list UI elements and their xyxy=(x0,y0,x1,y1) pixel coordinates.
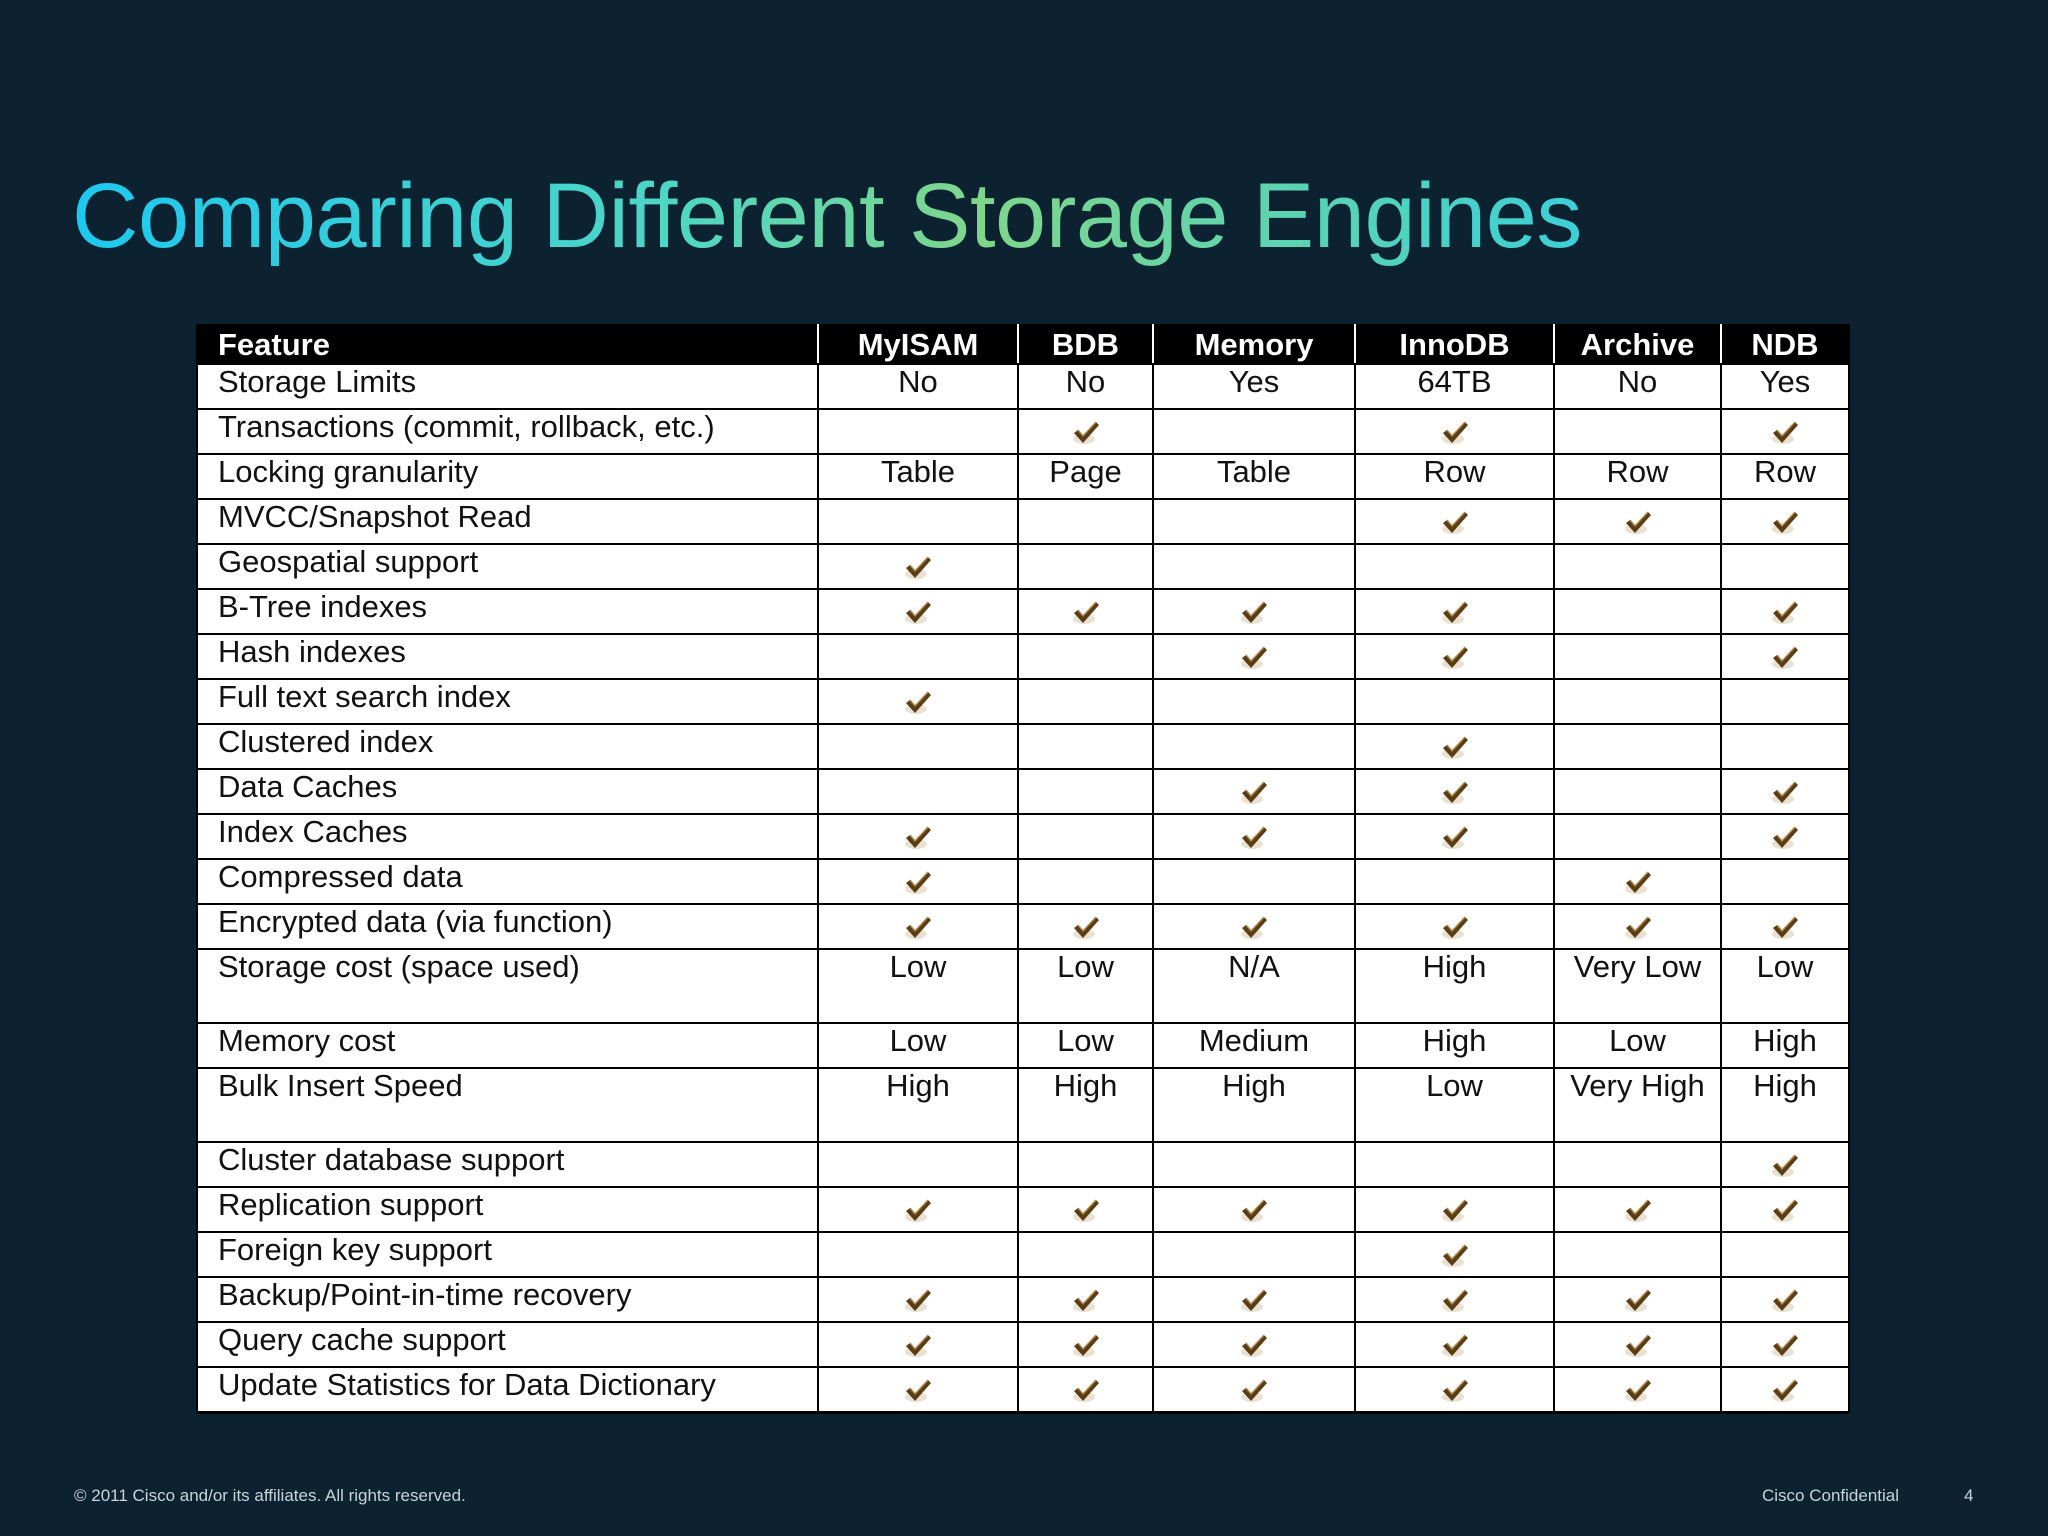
feature-name-cell: Hash indexes xyxy=(197,634,818,679)
empty-cell xyxy=(1018,814,1153,859)
empty-cell xyxy=(1018,1142,1153,1187)
check-cell xyxy=(1018,904,1153,949)
empty-cell xyxy=(1721,724,1849,769)
table-row xyxy=(197,1277,1849,1322)
check-icon xyxy=(1071,915,1101,941)
empty-cell xyxy=(1018,499,1153,544)
empty-cell xyxy=(1153,724,1355,769)
check-icon xyxy=(1770,780,1800,806)
check-icon xyxy=(1770,645,1800,671)
check-cell xyxy=(1018,1322,1153,1367)
value-cell: Yes xyxy=(1721,364,1849,409)
column-header-engine: Memory xyxy=(1153,325,1355,364)
feature-name-cell: Data Caches xyxy=(197,769,818,814)
check-icon xyxy=(1239,600,1269,626)
value-cell: Low xyxy=(1018,1023,1153,1068)
value-cell: Low xyxy=(1721,949,1849,1023)
table-row xyxy=(197,859,1849,904)
check-cell xyxy=(1355,409,1554,454)
check-icon xyxy=(1440,600,1470,626)
feature-name-cell: Memory cost xyxy=(197,1023,818,1068)
check-icon xyxy=(1071,1198,1101,1224)
check-icon xyxy=(1770,825,1800,851)
check-cell xyxy=(1355,1232,1554,1277)
check-icon xyxy=(903,600,933,626)
check-icon xyxy=(1071,1288,1101,1314)
table-row xyxy=(197,724,1849,769)
check-cell xyxy=(818,904,1018,949)
check-icon xyxy=(1239,645,1269,671)
check-cell xyxy=(818,1322,1018,1367)
value-cell: High xyxy=(1355,949,1554,1023)
value-cell: Very Low xyxy=(1554,949,1721,1023)
check-icon xyxy=(903,1333,933,1359)
check-cell xyxy=(1355,1322,1554,1367)
check-cell xyxy=(1153,1322,1355,1367)
check-icon xyxy=(1440,780,1470,806)
empty-cell xyxy=(818,1232,1018,1277)
check-icon xyxy=(1623,510,1653,536)
value-cell: No xyxy=(818,364,1018,409)
check-cell xyxy=(1554,1187,1721,1232)
check-cell xyxy=(818,859,1018,904)
empty-cell xyxy=(1355,859,1554,904)
check-icon xyxy=(903,825,933,851)
feature-name-cell: B-Tree indexes xyxy=(197,589,818,634)
empty-cell xyxy=(1153,1142,1355,1187)
empty-cell xyxy=(1018,679,1153,724)
check-cell xyxy=(1355,589,1554,634)
check-icon xyxy=(903,1288,933,1314)
empty-cell xyxy=(1721,544,1849,589)
empty-cell xyxy=(1018,769,1153,814)
table-row xyxy=(197,1232,1849,1277)
empty-cell xyxy=(818,769,1018,814)
feature-name-cell: Geospatial support xyxy=(197,544,818,589)
check-icon xyxy=(1623,1198,1653,1224)
check-icon xyxy=(1440,1198,1470,1224)
table-row xyxy=(197,634,1849,679)
check-icon xyxy=(1239,915,1269,941)
empty-cell xyxy=(1721,1232,1849,1277)
value-cell: Yes xyxy=(1153,364,1355,409)
feature-name-cell: Storage Limits xyxy=(197,364,818,409)
copyright-footer: © 2011 Cisco and/or its affiliates. All rights reserved. xyxy=(74,1486,466,1505)
check-cell xyxy=(1554,1277,1721,1322)
value-cell: Low xyxy=(1018,949,1153,1023)
check-icon xyxy=(1623,1333,1653,1359)
check-cell xyxy=(1153,1187,1355,1232)
table-row xyxy=(197,409,1849,454)
feature-name-cell: Encrypted data (via function) xyxy=(197,904,818,949)
table-row xyxy=(197,364,1849,409)
value-cell: High xyxy=(1355,1023,1554,1068)
table-row xyxy=(197,454,1849,499)
check-icon xyxy=(1071,600,1101,626)
check-cell xyxy=(1554,1322,1721,1367)
check-cell xyxy=(818,814,1018,859)
check-cell xyxy=(1018,1277,1153,1322)
feature-name-cell: Replication support xyxy=(197,1187,818,1232)
check-icon xyxy=(1770,1288,1800,1314)
value-cell: Very High xyxy=(1554,1068,1721,1142)
empty-cell xyxy=(1018,1232,1153,1277)
table-row xyxy=(197,769,1849,814)
check-icon xyxy=(1770,1378,1800,1404)
empty-cell xyxy=(818,409,1018,454)
column-header-engine: Archive xyxy=(1554,325,1721,364)
empty-cell xyxy=(1554,544,1721,589)
check-cell xyxy=(1018,589,1153,634)
value-cell: High xyxy=(1721,1068,1849,1142)
check-cell xyxy=(1018,409,1153,454)
check-cell xyxy=(1721,1142,1849,1187)
table-header-row xyxy=(197,325,1849,364)
value-cell: Medium xyxy=(1153,1023,1355,1068)
check-icon xyxy=(1440,645,1470,671)
empty-cell xyxy=(1554,589,1721,634)
table-row xyxy=(197,1023,1849,1068)
check-cell xyxy=(1018,1367,1153,1412)
check-cell xyxy=(1153,589,1355,634)
value-cell: 64TB xyxy=(1355,364,1554,409)
check-cell xyxy=(1554,499,1721,544)
check-icon xyxy=(903,1198,933,1224)
value-cell: High xyxy=(1018,1068,1153,1142)
empty-cell xyxy=(1554,409,1721,454)
feature-name-cell: Index Caches xyxy=(197,814,818,859)
check-cell xyxy=(1355,904,1554,949)
check-cell xyxy=(1355,499,1554,544)
empty-cell xyxy=(1153,679,1355,724)
value-cell: High xyxy=(818,1068,1018,1142)
check-cell xyxy=(1721,1322,1849,1367)
check-cell xyxy=(1721,589,1849,634)
check-icon xyxy=(1440,735,1470,761)
check-icon xyxy=(1440,915,1470,941)
value-cell: Row xyxy=(1554,454,1721,499)
column-header-feature: Feature xyxy=(197,325,818,364)
check-cell xyxy=(1554,904,1721,949)
check-icon xyxy=(1770,510,1800,536)
check-cell xyxy=(1721,769,1849,814)
check-icon xyxy=(903,1378,933,1404)
feature-name-cell: MVCC/Snapshot Read xyxy=(197,499,818,544)
check-icon xyxy=(1239,780,1269,806)
check-cell xyxy=(1355,634,1554,679)
check-icon xyxy=(1440,1378,1470,1404)
check-icon xyxy=(1239,1288,1269,1314)
check-icon xyxy=(1770,1153,1800,1179)
empty-cell xyxy=(1554,679,1721,724)
empty-cell xyxy=(1554,1232,1721,1277)
value-cell: Row xyxy=(1721,454,1849,499)
check-cell xyxy=(1153,814,1355,859)
check-cell xyxy=(1721,499,1849,544)
value-cell: Low xyxy=(1554,1023,1721,1068)
empty-cell xyxy=(1153,1232,1355,1277)
feature-name-cell: Foreign key support xyxy=(197,1232,818,1277)
value-cell: Row xyxy=(1355,454,1554,499)
check-icon xyxy=(1440,1243,1470,1269)
empty-cell xyxy=(818,724,1018,769)
empty-cell xyxy=(818,634,1018,679)
table-row xyxy=(197,1187,1849,1232)
check-cell xyxy=(1355,1367,1554,1412)
table-row xyxy=(197,949,1849,1023)
check-cell xyxy=(1721,1367,1849,1412)
empty-cell xyxy=(1554,1142,1721,1187)
check-icon xyxy=(1071,1333,1101,1359)
empty-cell xyxy=(1554,634,1721,679)
value-cell: Low xyxy=(818,1023,1018,1068)
confidential-footer: Cisco Confidential xyxy=(1762,1486,1900,1505)
empty-cell xyxy=(818,1142,1018,1187)
check-icon xyxy=(1770,1333,1800,1359)
check-cell xyxy=(1018,1187,1153,1232)
value-cell: Table xyxy=(1153,454,1355,499)
empty-cell xyxy=(1721,679,1849,724)
check-icon xyxy=(1440,1288,1470,1314)
check-icon xyxy=(1239,1378,1269,1404)
empty-cell xyxy=(1018,544,1153,589)
check-cell xyxy=(1554,1367,1721,1412)
feature-name-cell: Locking granularity xyxy=(197,454,818,499)
check-icon xyxy=(1071,1378,1101,1404)
table-row xyxy=(197,1322,1849,1367)
check-icon xyxy=(1440,825,1470,851)
page-number: 4 xyxy=(1964,1486,1974,1505)
table-row xyxy=(197,1068,1849,1142)
empty-cell xyxy=(1721,859,1849,904)
check-cell xyxy=(1721,634,1849,679)
check-cell xyxy=(1721,1277,1849,1322)
check-cell xyxy=(1721,1187,1849,1232)
check-cell xyxy=(1355,1187,1554,1232)
check-cell xyxy=(818,1277,1018,1322)
comparison-table-frame xyxy=(196,324,1848,1414)
check-icon xyxy=(1071,420,1101,446)
empty-cell xyxy=(818,499,1018,544)
empty-cell xyxy=(1153,409,1355,454)
value-cell: No xyxy=(1018,364,1153,409)
feature-name-cell: Query cache support xyxy=(197,1322,818,1367)
empty-cell xyxy=(1018,634,1153,679)
check-icon xyxy=(903,915,933,941)
check-cell xyxy=(1153,904,1355,949)
column-header-engine: MyISAM xyxy=(818,325,1018,364)
feature-name-cell: Bulk Insert Speed xyxy=(197,1068,818,1142)
value-cell: Low xyxy=(1355,1068,1554,1142)
empty-cell xyxy=(1554,814,1721,859)
empty-cell xyxy=(1018,724,1153,769)
check-cell xyxy=(1355,724,1554,769)
check-cell xyxy=(1153,1367,1355,1412)
column-header-engine: InnoDB xyxy=(1355,325,1554,364)
value-cell: High xyxy=(1153,1068,1355,1142)
check-icon xyxy=(1440,1333,1470,1359)
slide-title: Comparing Different Storage Engines xyxy=(72,165,1582,267)
check-cell xyxy=(818,1187,1018,1232)
feature-name-cell: Transactions (commit, rollback, etc.) xyxy=(197,409,818,454)
empty-cell xyxy=(1554,724,1721,769)
check-icon xyxy=(903,870,933,896)
value-cell: Table xyxy=(818,454,1018,499)
feature-name-cell: Cluster database support xyxy=(197,1142,818,1187)
value-cell: High xyxy=(1721,1023,1849,1068)
table-row xyxy=(197,544,1849,589)
check-cell xyxy=(818,1367,1018,1412)
check-icon xyxy=(1440,420,1470,446)
empty-cell xyxy=(1153,859,1355,904)
empty-cell xyxy=(1355,1142,1554,1187)
empty-cell xyxy=(1355,544,1554,589)
table-row xyxy=(197,499,1849,544)
check-cell xyxy=(1153,1277,1355,1322)
table-row xyxy=(197,679,1849,724)
check-icon xyxy=(1623,915,1653,941)
check-icon xyxy=(1770,600,1800,626)
value-cell: Low xyxy=(818,949,1018,1023)
value-cell: N/A xyxy=(1153,949,1355,1023)
storage-engine-comparison-table xyxy=(196,324,1850,1413)
check-icon xyxy=(1623,1378,1653,1404)
check-cell xyxy=(818,589,1018,634)
check-cell xyxy=(818,679,1018,724)
column-header-engine: NDB xyxy=(1721,325,1849,364)
check-cell xyxy=(1355,814,1554,859)
feature-name-cell: Storage cost (space used) xyxy=(197,949,818,1023)
check-icon xyxy=(903,690,933,716)
feature-name-cell: Backup/Point-in-time recovery xyxy=(197,1277,818,1322)
feature-name-cell: Clustered index xyxy=(197,724,818,769)
check-icon xyxy=(1770,1198,1800,1224)
check-cell xyxy=(1355,769,1554,814)
feature-name-cell: Update Statistics for Data Dictionary xyxy=(197,1367,818,1412)
table-row xyxy=(197,1142,1849,1187)
check-cell xyxy=(1153,634,1355,679)
table-row xyxy=(197,589,1849,634)
check-cell xyxy=(1721,409,1849,454)
value-cell: Page xyxy=(1018,454,1153,499)
check-icon xyxy=(1623,870,1653,896)
empty-cell xyxy=(1554,769,1721,814)
check-cell xyxy=(818,544,1018,589)
feature-name-cell: Full text search index xyxy=(197,679,818,724)
empty-cell xyxy=(1153,499,1355,544)
empty-cell xyxy=(1153,544,1355,589)
check-icon xyxy=(1770,420,1800,446)
check-icon xyxy=(1623,1288,1653,1314)
check-icon xyxy=(903,555,933,581)
table-body xyxy=(197,364,1849,1412)
check-cell xyxy=(1554,859,1721,904)
check-cell xyxy=(1355,1277,1554,1322)
check-icon xyxy=(1440,510,1470,536)
feature-name-cell: Compressed data xyxy=(197,859,818,904)
check-cell xyxy=(1153,769,1355,814)
table-row xyxy=(197,1367,1849,1412)
table-row xyxy=(197,814,1849,859)
column-header-engine: BDB xyxy=(1018,325,1153,364)
check-cell xyxy=(1721,904,1849,949)
empty-cell xyxy=(1355,679,1554,724)
check-cell xyxy=(1721,814,1849,859)
check-icon xyxy=(1770,915,1800,941)
table-row xyxy=(197,904,1849,949)
empty-cell xyxy=(1018,859,1153,904)
check-icon xyxy=(1239,1333,1269,1359)
check-icon xyxy=(1239,825,1269,851)
value-cell: No xyxy=(1554,364,1721,409)
check-icon xyxy=(1239,1198,1269,1224)
